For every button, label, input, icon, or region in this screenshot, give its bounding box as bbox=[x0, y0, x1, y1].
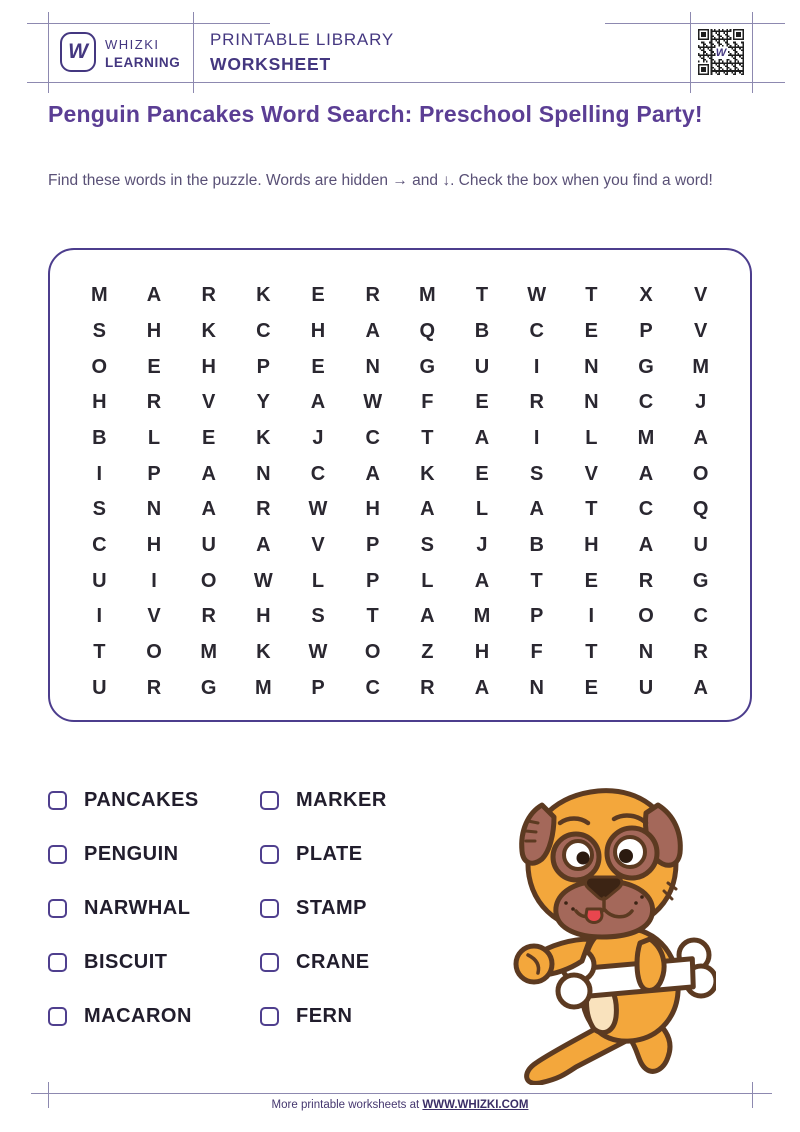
checkbox-stamp[interactable] bbox=[260, 899, 279, 918]
grid-cell-r8-c3: U bbox=[201, 533, 216, 556]
grid-cell-r2-c6: A bbox=[365, 319, 380, 342]
grid-cell-r12-c9: N bbox=[529, 676, 544, 699]
grid-cell-r4-c3: V bbox=[201, 391, 216, 414]
footer-label: More printable worksheets at bbox=[271, 1099, 423, 1111]
grid-cell-r10-c4: H bbox=[256, 605, 271, 628]
checkbox-marker[interactable] bbox=[260, 791, 279, 810]
grid-cell-r5-c10: L bbox=[585, 426, 598, 449]
grid-cell-r6-c7: K bbox=[420, 462, 435, 485]
footer bbox=[0, 1099, 800, 1111]
word-search-grid bbox=[50, 250, 750, 720]
grid-cell-r11-c4: K bbox=[256, 640, 271, 663]
grid-cell-r1-c7: M bbox=[418, 284, 436, 307]
checkbox-penguin[interactable] bbox=[48, 845, 67, 864]
word-label-pancakes: PANCAKES bbox=[84, 788, 199, 811]
grid-cell-r8-c9: B bbox=[529, 533, 544, 556]
grid-cell-r12-c10: E bbox=[584, 676, 598, 699]
grid-cell-r3-c9: I bbox=[533, 355, 540, 378]
grid-cell-r7-c5: W bbox=[308, 498, 328, 521]
grid-cell-r1-c3: R bbox=[201, 284, 216, 307]
grid-cell-r2-c3: K bbox=[201, 319, 216, 342]
grid-cell-r4-c2: R bbox=[146, 391, 162, 414]
grid-cell-r8-c6: P bbox=[365, 533, 380, 556]
word-label-plate: PLATE bbox=[296, 842, 363, 865]
grid-cell-r6-c4: N bbox=[256, 462, 271, 485]
grid-cell-r11-c6: O bbox=[364, 640, 381, 663]
grid-cell-r11-c5: W bbox=[308, 640, 328, 663]
grid-cell-r3-c3: H bbox=[201, 355, 216, 378]
grid-cell-r9-c1: U bbox=[92, 569, 107, 592]
svg-text:W: W bbox=[715, 46, 727, 59]
grid-cell-r1-c8: T bbox=[475, 284, 489, 307]
grid-cell-r9-c3: O bbox=[200, 569, 217, 592]
grid-cell-r3-c8: U bbox=[474, 355, 490, 378]
grid-cell-r11-c1: T bbox=[93, 640, 106, 663]
grid-cell-r7-c3: A bbox=[201, 498, 216, 521]
grid-cell-r11-c11: N bbox=[638, 640, 654, 663]
grid-cell-r6-c12: O bbox=[692, 462, 709, 485]
grid-cell-r9-c6: P bbox=[365, 569, 380, 592]
grid-cell-r10-c8: M bbox=[473, 605, 491, 628]
grid-cell-r7-c10: T bbox=[585, 498, 598, 521]
grid-cell-r1-c9: W bbox=[527, 284, 547, 307]
qr-code-icon bbox=[698, 29, 744, 75]
grid-cell-r11-c12: R bbox=[693, 640, 708, 663]
word-item-penguin bbox=[48, 834, 199, 874]
word-item-crane bbox=[260, 942, 387, 982]
grid-cell-r5-c5: J bbox=[312, 426, 324, 449]
grid-cell-r4-c6: W bbox=[363, 391, 383, 414]
grid-cell-r4-c9: R bbox=[529, 391, 544, 414]
checkbox-fern[interactable] bbox=[260, 1007, 279, 1026]
grid-cell-r6-c9: S bbox=[529, 462, 544, 485]
grid-cell-r11-c8: H bbox=[474, 640, 490, 663]
grid-cell-r5-c2: L bbox=[147, 426, 161, 449]
crop-mark bbox=[193, 12, 194, 93]
grid-cell-r11-c9: F bbox=[530, 640, 543, 663]
grid-cell-r6-c11: A bbox=[638, 462, 654, 485]
grid-cell-r3-c12: M bbox=[692, 355, 709, 378]
grid-cell-r3-c4: P bbox=[256, 355, 270, 378]
grid-cell-r2-c11: P bbox=[639, 319, 653, 342]
grid-cell-r8-c5: V bbox=[311, 533, 325, 556]
grid-cell-r9-c9: T bbox=[530, 569, 543, 592]
grid-cell-r1-c11: X bbox=[639, 284, 653, 307]
word-label-stamp: STAMP bbox=[296, 896, 368, 919]
grid-cell-r6-c2: P bbox=[147, 462, 161, 485]
instructions-text: Find these words in the puzzle. Words are hidden → and ↓. Check the box when you find a word! bbox=[48, 172, 713, 189]
word-label-fern: FERN bbox=[296, 1004, 353, 1027]
grid-cell-r9-c5: L bbox=[311, 569, 325, 592]
word-item-biscuit bbox=[48, 942, 199, 982]
grid-cell-r4-c1: H bbox=[92, 391, 107, 414]
checkbox-plate[interactable] bbox=[260, 845, 279, 864]
grid-cell-r5-c1: B bbox=[92, 426, 107, 449]
word-item-narwhal bbox=[48, 888, 199, 928]
header-library-label: PRINTABLE LIBRARY bbox=[210, 30, 394, 49]
word-label-macaron: MACARON bbox=[84, 1004, 192, 1027]
grid-cell-r8-c8: J bbox=[476, 533, 488, 556]
header-worksheet-label: WORKSHEET bbox=[210, 54, 331, 74]
grid-cell-r10-c2: V bbox=[147, 605, 161, 628]
footer-link[interactable]: WWW.WHIZKI.COM bbox=[422, 1099, 529, 1111]
grid-cell-r9-c7: L bbox=[421, 569, 434, 592]
grid-cell-r8-c11: A bbox=[638, 533, 654, 556]
grid-cell-r2-c9: C bbox=[529, 319, 544, 342]
grid-cell-r5-c3: E bbox=[201, 426, 216, 449]
grid-cell-r12-c3: G bbox=[200, 676, 217, 699]
grid-cell-r7-c6: H bbox=[365, 498, 380, 521]
grid-cell-r12-c5: P bbox=[311, 676, 325, 699]
crop-mark bbox=[752, 12, 753, 93]
grid-cell-r3-c1: O bbox=[91, 355, 108, 378]
grid-cell-r9-c4: W bbox=[253, 569, 273, 592]
crop-mark bbox=[27, 23, 270, 24]
grid-cell-r12-c8: A bbox=[474, 676, 490, 699]
grid-cell-r7-c4: R bbox=[256, 498, 271, 521]
grid-cell-r3-c11: G bbox=[638, 355, 654, 378]
grid-cell-r5-c6: C bbox=[365, 426, 380, 449]
grid-cell-r7-c1: S bbox=[92, 498, 106, 521]
grid-cell-r10-c1: I bbox=[96, 605, 103, 628]
grid-cell-r5-c11: M bbox=[637, 426, 655, 449]
grid-cell-r4-c12: J bbox=[695, 391, 707, 414]
grid-cell-r10-c9: P bbox=[529, 605, 544, 628]
grid-cell-r10-c6: T bbox=[366, 605, 379, 628]
grid-cell-r2-c8: B bbox=[474, 319, 490, 342]
grid-cell-r5-c8: A bbox=[474, 426, 490, 449]
grid-cell-r2-c5: H bbox=[310, 319, 326, 342]
grid-cell-r10-c12: C bbox=[693, 605, 708, 628]
grid-cell-r8-c12: U bbox=[693, 533, 708, 556]
grid-cell-r12-c12: A bbox=[693, 676, 708, 699]
crop-mark bbox=[31, 1093, 772, 1094]
pug-with-bone-illustration bbox=[498, 779, 716, 1085]
grid-cell-r2-c7: Q bbox=[419, 319, 436, 342]
grid-cell-r8-c2: H bbox=[146, 533, 162, 556]
grid-cell-r3-c6: N bbox=[365, 355, 380, 378]
checkbox-crane[interactable] bbox=[260, 953, 279, 972]
word-list-column-1 bbox=[48, 780, 199, 1036]
word-item-stamp bbox=[260, 888, 387, 928]
grid-cell-r2-c10: E bbox=[584, 319, 598, 342]
grid-cell-r1-c12: V bbox=[693, 284, 708, 307]
word-search-panel bbox=[48, 248, 752, 722]
grid-cell-r4-c8: E bbox=[475, 391, 489, 414]
grid-cell-r12-c4: M bbox=[254, 676, 272, 699]
grid-cell-r3-c10: N bbox=[584, 355, 599, 378]
word-item-fern bbox=[260, 996, 387, 1036]
grid-cell-r8-c7: S bbox=[420, 533, 434, 556]
grid-cell-r1-c6: R bbox=[365, 284, 380, 307]
grid-cell-r7-c2: N bbox=[146, 498, 162, 521]
word-label-biscuit: BISCUIT bbox=[84, 950, 168, 973]
grid-cell-r2-c4: C bbox=[256, 319, 271, 342]
word-label-marker: MARKER bbox=[296, 788, 387, 811]
grid-cell-r8-c1: C bbox=[92, 533, 107, 556]
grid-cell-r6-c5: C bbox=[310, 462, 326, 485]
word-list-column-2 bbox=[260, 780, 387, 1036]
grid-cell-r5-c9: I bbox=[533, 426, 540, 449]
grid-cell-r5-c12: A bbox=[693, 426, 708, 449]
grid-cell-r3-c7: G bbox=[419, 355, 436, 378]
grid-cell-r1-c1: M bbox=[90, 284, 108, 307]
word-label-narwhal: NARWHAL bbox=[84, 896, 191, 919]
checkbox-pancakes[interactable] bbox=[48, 791, 67, 810]
grid-cell-r9-c10: E bbox=[584, 569, 598, 592]
grid-cell-r3-c2: E bbox=[147, 355, 161, 378]
word-label-crane: CRANE bbox=[296, 950, 370, 973]
grid-cell-r10-c5: S bbox=[311, 605, 325, 628]
grid-cell-r12-c2: R bbox=[146, 676, 162, 699]
grid-cell-r2-c2: H bbox=[146, 319, 162, 342]
grid-cell-r11-c10: T bbox=[585, 640, 598, 663]
brand-name: WHIZKI bbox=[105, 37, 160, 52]
crop-mark bbox=[27, 82, 785, 83]
grid-cell-r2-c1: S bbox=[92, 319, 106, 342]
grid-cell-r4-c4: Y bbox=[256, 391, 270, 414]
brand-subtitle: LEARNING bbox=[105, 55, 181, 70]
crop-mark bbox=[690, 12, 691, 93]
logo-letter: W bbox=[68, 40, 88, 63]
checkbox-biscuit[interactable] bbox=[48, 953, 67, 972]
grid-cell-r9-c11: R bbox=[638, 569, 654, 592]
grid-cell-r12-c7: R bbox=[420, 676, 435, 699]
grid-cell-r4-c7: F bbox=[421, 391, 434, 414]
checkbox-narwhal[interactable] bbox=[48, 899, 67, 918]
grid-cell-r3-c5: E bbox=[311, 355, 325, 378]
word-item-plate bbox=[260, 834, 387, 874]
grid-cell-r11-c3: M bbox=[200, 640, 217, 663]
grid-cell-r5-c7: T bbox=[421, 426, 434, 449]
grid-cell-r12-c11: U bbox=[638, 676, 654, 699]
grid-cell-r1-c10: T bbox=[585, 284, 598, 307]
grid-cell-r7-c12: Q bbox=[692, 498, 709, 521]
grid-cell-r10-c7: A bbox=[420, 605, 435, 628]
grid-cell-r2-c12: V bbox=[693, 319, 708, 342]
grid-cell-r6-c1: I bbox=[96, 462, 103, 485]
grid-cell-r7-c9: A bbox=[529, 498, 544, 521]
grid-cell-r4-c11: C bbox=[638, 391, 654, 414]
grid-cell-r10-c11: O bbox=[638, 605, 654, 628]
grid-cell-r8-c4: A bbox=[256, 533, 271, 556]
grid-cell-r4-c5: A bbox=[310, 391, 326, 414]
checkbox-macaron[interactable] bbox=[48, 1007, 67, 1026]
grid-cell-r5-c4: K bbox=[256, 426, 271, 449]
grid-cell-r6-c3: A bbox=[201, 462, 216, 485]
grid-cell-r12-c1: U bbox=[92, 676, 107, 699]
grid-cell-r9-c8: A bbox=[474, 569, 490, 592]
grid-cell-r6-c10: V bbox=[584, 462, 598, 485]
crop-mark bbox=[48, 12, 49, 93]
word-label-penguin: PENGUIN bbox=[84, 842, 179, 865]
grid-cell-r9-c2: I bbox=[151, 569, 157, 592]
grid-cell-r4-c10: N bbox=[584, 391, 599, 414]
grid-cell-r12-c6: C bbox=[365, 676, 380, 699]
whizki-logo-icon bbox=[60, 32, 96, 72]
grid-cell-r1-c5: E bbox=[311, 284, 325, 307]
grid-cell-r11-c2: O bbox=[146, 640, 162, 663]
crop-mark bbox=[605, 23, 785, 24]
grid-cell-r1-c4: K bbox=[256, 284, 271, 307]
word-item-marker bbox=[260, 780, 387, 820]
page-title: Penguin Pancakes Word Search: Preschool Spelling Party! bbox=[48, 101, 703, 127]
grid-cell-r9-c12: G bbox=[692, 569, 709, 592]
grid-cell-r10-c3: R bbox=[201, 605, 216, 628]
grid-cell-r1-c2: A bbox=[146, 284, 162, 307]
grid-cell-r7-c8: L bbox=[475, 498, 489, 521]
grid-cell-r7-c11: C bbox=[638, 498, 654, 521]
grid-cell-r11-c7: Z bbox=[421, 640, 434, 663]
grid-cell-r6-c6: A bbox=[365, 462, 380, 485]
grid-cell-r6-c8: E bbox=[475, 462, 489, 485]
word-item-pancakes bbox=[48, 780, 199, 820]
word-item-macaron bbox=[48, 996, 199, 1036]
grid-cell-r7-c7: A bbox=[420, 498, 435, 521]
grid-cell-r8-c10: H bbox=[584, 533, 599, 556]
grid-cell-r10-c10: I bbox=[588, 605, 595, 628]
